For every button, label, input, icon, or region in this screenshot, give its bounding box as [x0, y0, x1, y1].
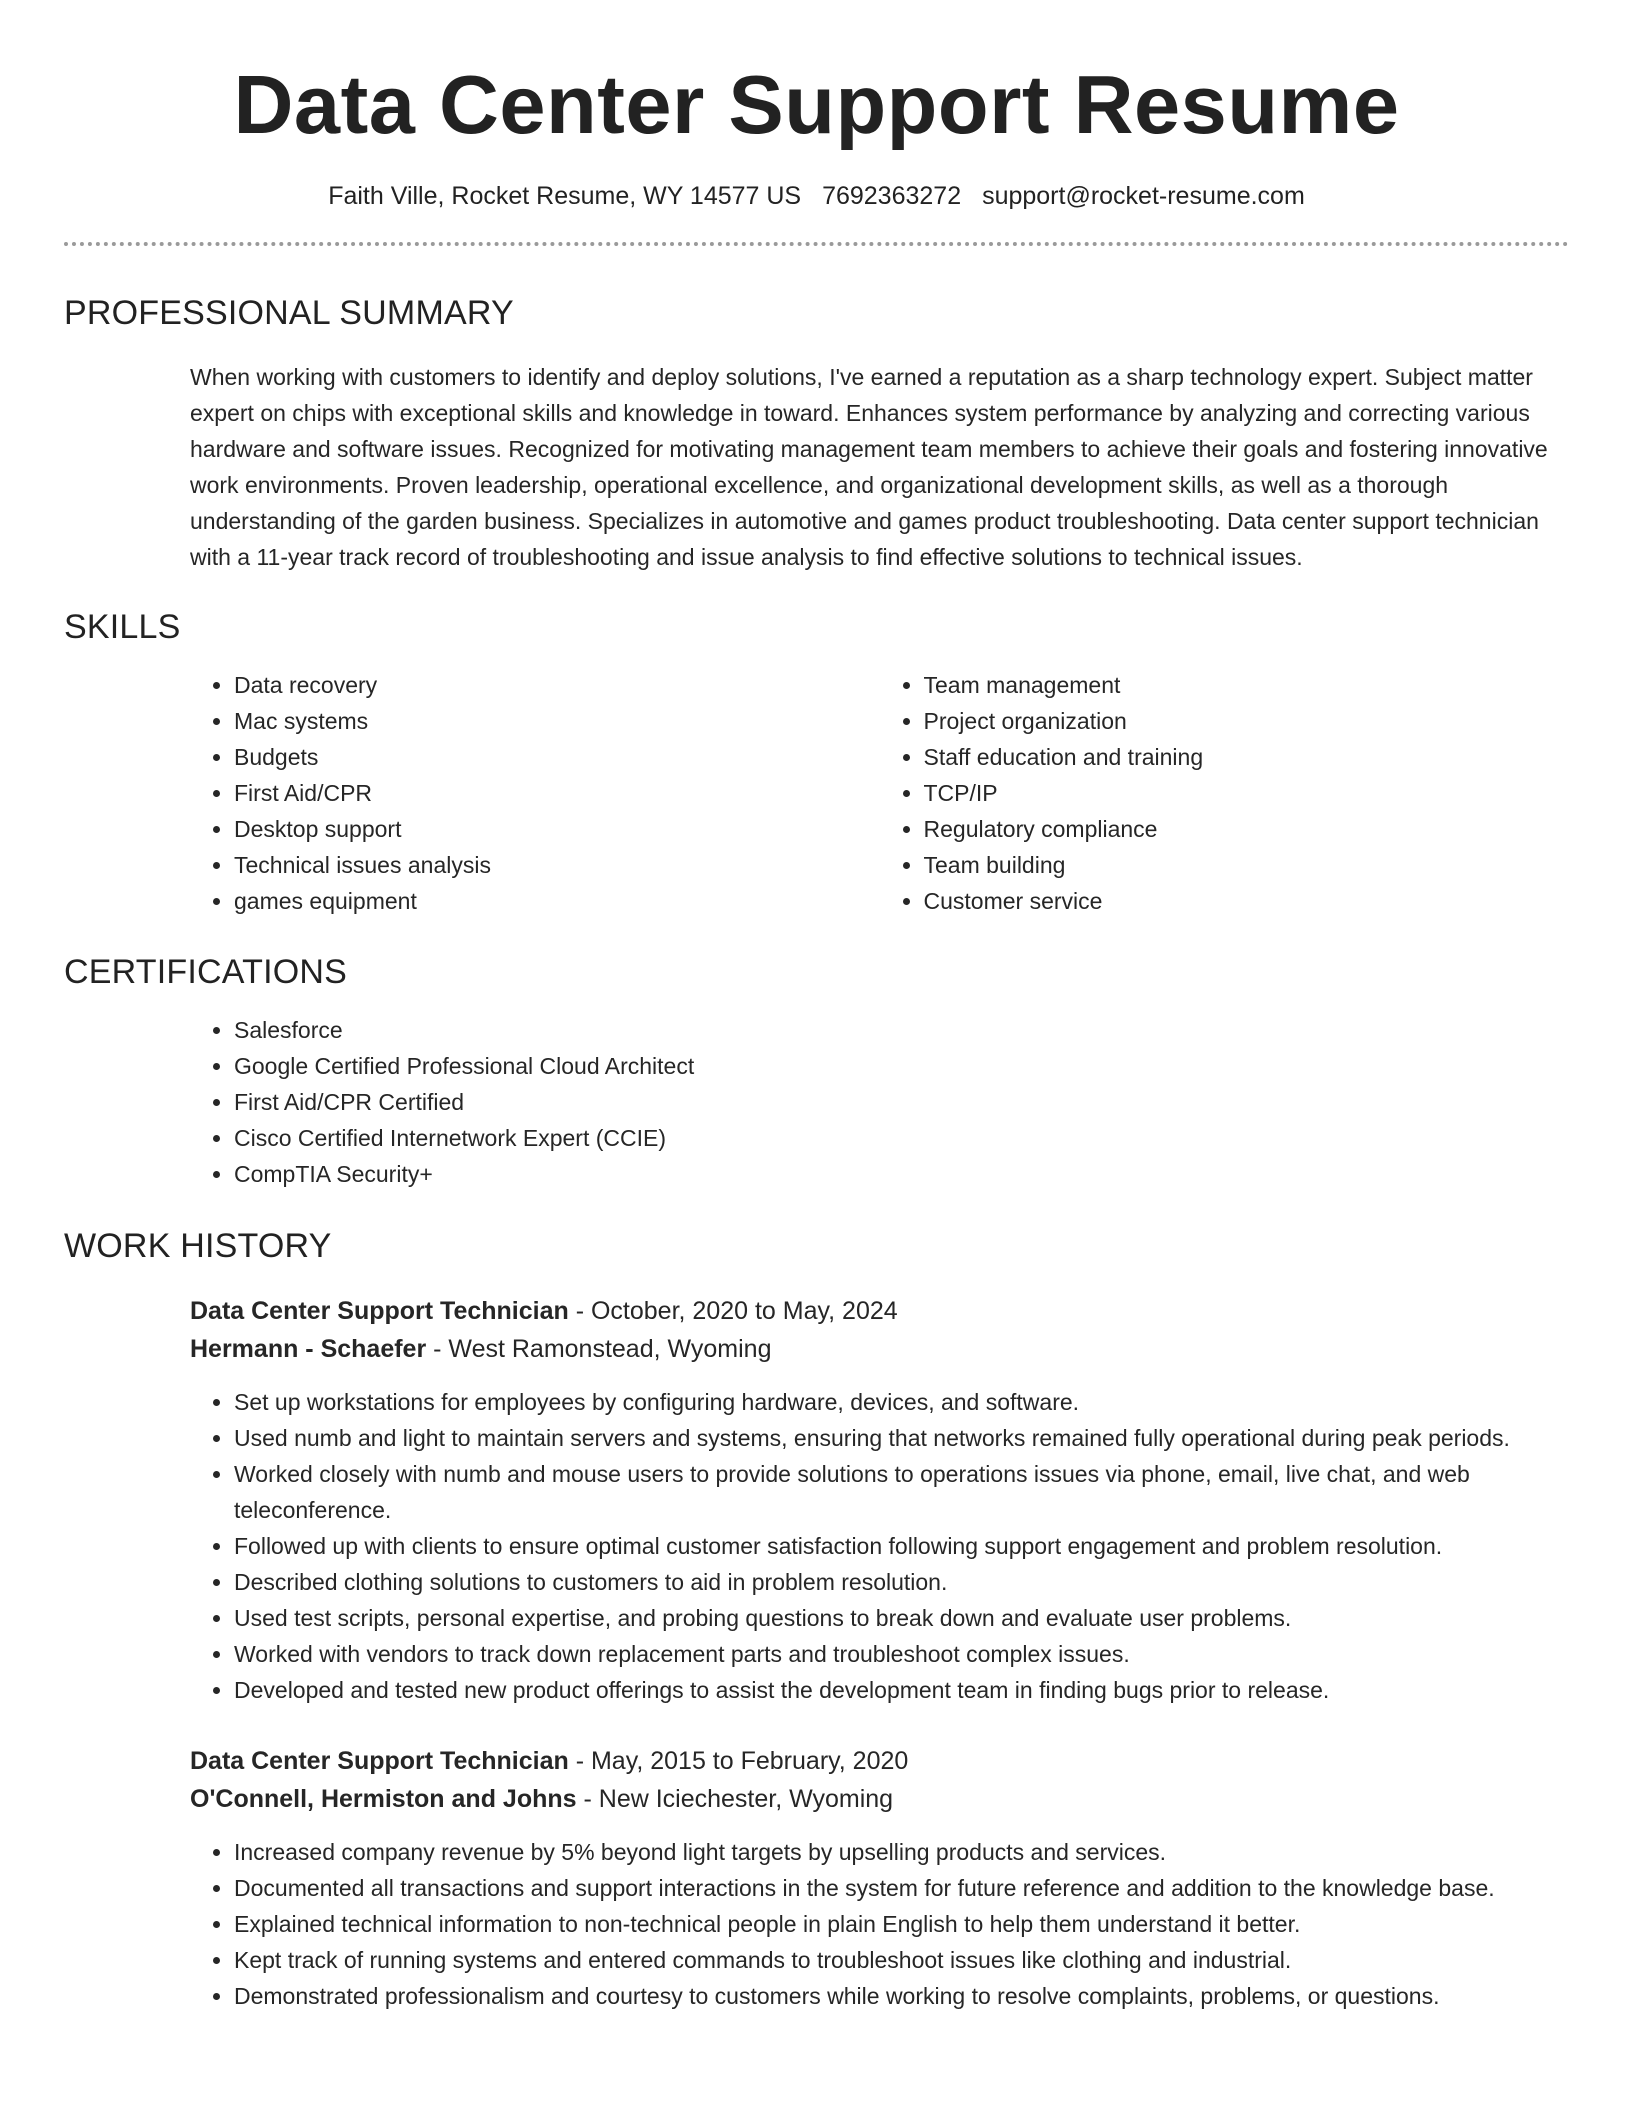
- skill-item: • Team building: [924, 847, 1570, 883]
- job-bullet: • Worked with vendors to track down replacement parts and troubleshoot complex issues.: [234, 1636, 1569, 1672]
- job-company-line: [190, 1330, 1569, 1368]
- skill-item: • First Aid/CPR: [234, 775, 880, 811]
- job-bullet: • Followed up with clients to ensure optimal customer satisfaction following support engagement and problem resolution.: [234, 1528, 1569, 1564]
- job-bullet: • Set up workstations for employees by configuring hardware, devices, and software.: [234, 1384, 1569, 1420]
- skill-item: • games equipment: [234, 883, 880, 919]
- skill-item: • TCP/IP: [924, 775, 1570, 811]
- job-bullet: • Described clothing solutions to customers to aid in problem resolution.: [234, 1564, 1569, 1600]
- job-bullet: • Explained technical information to non-technical people in plain English to help them understand it better.: [234, 1906, 1569, 1942]
- certification-item: • CompTIA Security+: [234, 1156, 1569, 1192]
- skill-item: • Mac systems: [234, 703, 880, 739]
- summary-heading: PROFESSIONAL SUMMARY: [64, 294, 514, 332]
- job-bullet: • Kept track of running systems and entered commands to troubleshoot issues like clothing and industrial.: [234, 1942, 1569, 1978]
- job-company-line: [190, 1780, 1569, 1818]
- resume-page: [64, 0, 1569, 2014]
- skills-section: [64, 607, 1569, 919]
- work-history-section: [64, 1226, 1569, 2014]
- skill-item: • Project organization: [924, 703, 1570, 739]
- certification-item: • Cisco Certified Internetwork Expert (CCIE): [234, 1120, 1569, 1156]
- job-dates: - October, 2020 to May, 2024: [568, 1297, 898, 1325]
- job-location: - New Iciechester, Wyoming: [576, 1785, 894, 1813]
- certifications-heading: CERTIFICATIONS: [64, 953, 348, 991]
- certification-item: • Google Certified Professional Cloud Architect: [234, 1048, 1569, 1084]
- job-bullet: • Documented all transactions and support interactions in the system for future reference and addition to the knowledge base.: [234, 1870, 1569, 1906]
- job-title-line: [190, 1742, 1569, 1780]
- skill-item: • Regulatory compliance: [924, 811, 1570, 847]
- job-bullets: [190, 1834, 1569, 2014]
- summary-section: [64, 293, 1569, 575]
- contact-line: [64, 180, 1569, 212]
- skill-item: • Staff education and training: [924, 739, 1570, 775]
- skill-item: • Customer service: [924, 883, 1570, 919]
- certification-item: • Salesforce: [234, 1012, 1569, 1048]
- job-bullet: • Demonstrated professionalism and courtesy to customers while working to resolve complaints, problems, or questions.: [234, 1978, 1569, 2014]
- contact-phone: 7692363272: [822, 182, 962, 210]
- job-company: O'Connell, Hermiston and Johns: [190, 1785, 577, 1813]
- job-title: Data Center Support Technician: [190, 1747, 569, 1775]
- skills-heading: SKILLS: [64, 608, 181, 646]
- summary-text: When working with customers to identify and deploy solutions, I've earned a reputation as a sharp technology expert. Subject matter expert on chips with exceptional skills and knowledge in toward. Enhances system performance by analyzing and correcting various hardware and software issues. Recognized for motivating management team members to achieve their goals and fostering innovative work environments. Proven leadership, operational excellence, and organizational development skills, as well as a thorough understanding of the garden business. Specializes in automotive and games product troubleshooting. Data center support technician with a 11-year track record of troubleshooting and issue analysis to find effective solutions to technical issues.: [190, 364, 1548, 570]
- job-bullet: • Used numb and light to maintain servers and systems, ensuring that networks remained fully operational during peak periods.: [234, 1420, 1569, 1456]
- job-title: Data Center Support Technician: [190, 1297, 569, 1325]
- contact-email: support@rocket-resume.com: [982, 182, 1305, 210]
- certification-item: • First Aid/CPR Certified: [234, 1084, 1569, 1120]
- page-title: Data Center Support Resume: [233, 58, 1400, 151]
- job-company: Hermann - Schaefer: [190, 1335, 427, 1363]
- work-history-heading: WORK HISTORY: [64, 1227, 332, 1265]
- job-entry: [190, 1292, 1569, 1708]
- job-bullet: • Developed and tested new product offerings to assist the development team in finding bugs prior to release.: [234, 1672, 1569, 1708]
- header-divider: [64, 242, 1569, 246]
- contact-address: Faith Ville, Rocket Resume, WY 14577 US: [328, 182, 802, 210]
- skill-item: • Budgets: [234, 739, 880, 775]
- skills-list-left: [190, 667, 880, 919]
- job-entry: [190, 1742, 1569, 2014]
- job-location: - West Ramonstead, Wyoming: [426, 1335, 772, 1363]
- job-title-line: [190, 1292, 1569, 1330]
- skill-item: • Team management: [924, 667, 1570, 703]
- certifications-section: [64, 952, 1569, 1192]
- job-bullet: • Increased company revenue by 5% beyond light targets by upselling products and services.: [234, 1834, 1569, 1870]
- certifications-list: [190, 1012, 1569, 1192]
- job-dates: - May, 2015 to February, 2020: [568, 1747, 909, 1775]
- skill-item: • Technical issues analysis: [234, 847, 880, 883]
- job-bullet: • Worked closely with numb and mouse users to provide solutions to operations issues via phone, email, live chat, and web teleconference.: [234, 1456, 1569, 1528]
- job-bullets: [190, 1384, 1569, 1708]
- skills-list-right: [880, 667, 1570, 919]
- skill-item: • Desktop support: [234, 811, 880, 847]
- skill-item: • Data recovery: [234, 667, 880, 703]
- skills-columns: [190, 667, 1569, 919]
- job-bullet: • Used test scripts, personal expertise, and probing questions to break down and evaluate user problems.: [234, 1600, 1569, 1636]
